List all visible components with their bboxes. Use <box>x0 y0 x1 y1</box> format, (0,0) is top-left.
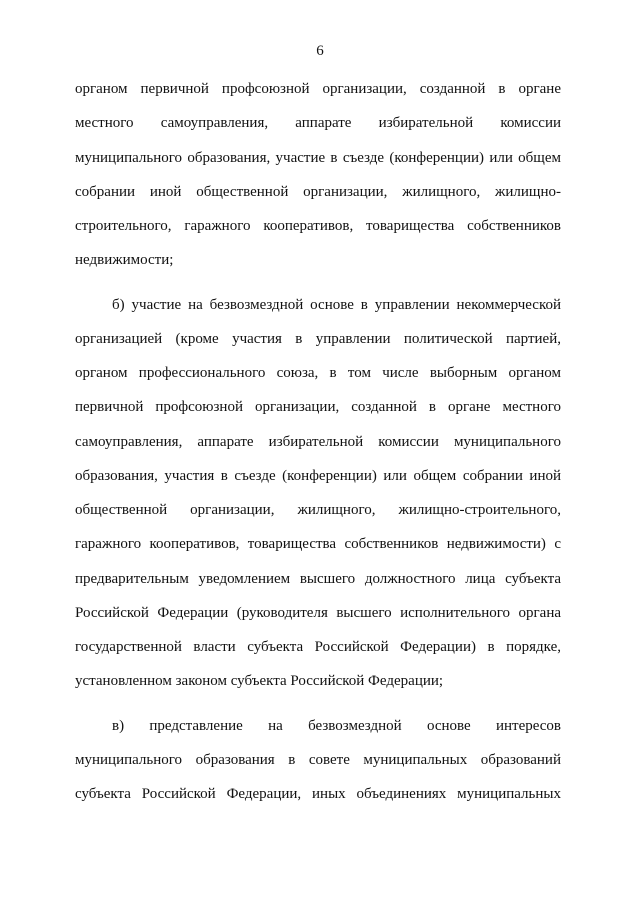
text-line: общественной организации, жилищного, жилищно-строительного, <box>75 502 561 518</box>
text-line: установленном законом субъекта Российской Федерации; <box>75 673 444 690</box>
text-line: органом первичной профсоюзной организации, созданной в органе <box>75 81 561 97</box>
text-line: организацией (кроме участия в управлении политической партией, <box>75 330 561 347</box>
page-number: 6 <box>316 43 324 59</box>
text-line: образования, участия в съезде (конференции) или общем собрании иной <box>75 467 561 484</box>
text-line: государственной власти субъекта Российской Федерации) в порядке, <box>75 639 561 655</box>
paragraph-continuation <box>75 80 561 286</box>
text-line: местного самоуправления, аппарате избирательной комиссии <box>75 115 561 132</box>
paragraph-v <box>75 717 561 820</box>
text-line: муниципального образования в совете муниципальных образований <box>75 751 561 768</box>
text-line: первичной профсоюзной организации, созданной в органе местного <box>75 399 561 416</box>
text-line: Российской Федерации (руководителя высшего исполнительного органа <box>75 604 561 621</box>
paragraph-b <box>75 296 561 707</box>
text-line: самоуправления, аппарате избирательной комиссии муниципального <box>75 433 561 450</box>
text-line: б) участие на безвозмездной основе в управлении некоммерческой <box>112 296 561 313</box>
text-line: в) представление на безвозмездной основе интересов <box>112 717 561 734</box>
text-line: муниципального образования, участие в съезде (конференции) или общем <box>75 149 561 166</box>
document-body <box>75 80 561 819</box>
text-line: субъекта Российской Федерации, иных объединениях муниципальных <box>75 786 561 802</box>
text-line: органом профессионального союза, в том числе выборным органом <box>75 365 561 381</box>
text-line: предварительным уведомлением высшего должностного лица субъекта <box>75 570 561 587</box>
text-line: недвижимости; <box>75 252 174 269</box>
text-line: гаражного кооперативов, товарищества собственников недвижимости) с <box>75 536 561 553</box>
text-line: собрании иной общественной организации, жилищного, жилищно- <box>75 183 561 200</box>
text-line: строительного, гаражного кооперативов, товарищества собственников <box>75 218 561 234</box>
